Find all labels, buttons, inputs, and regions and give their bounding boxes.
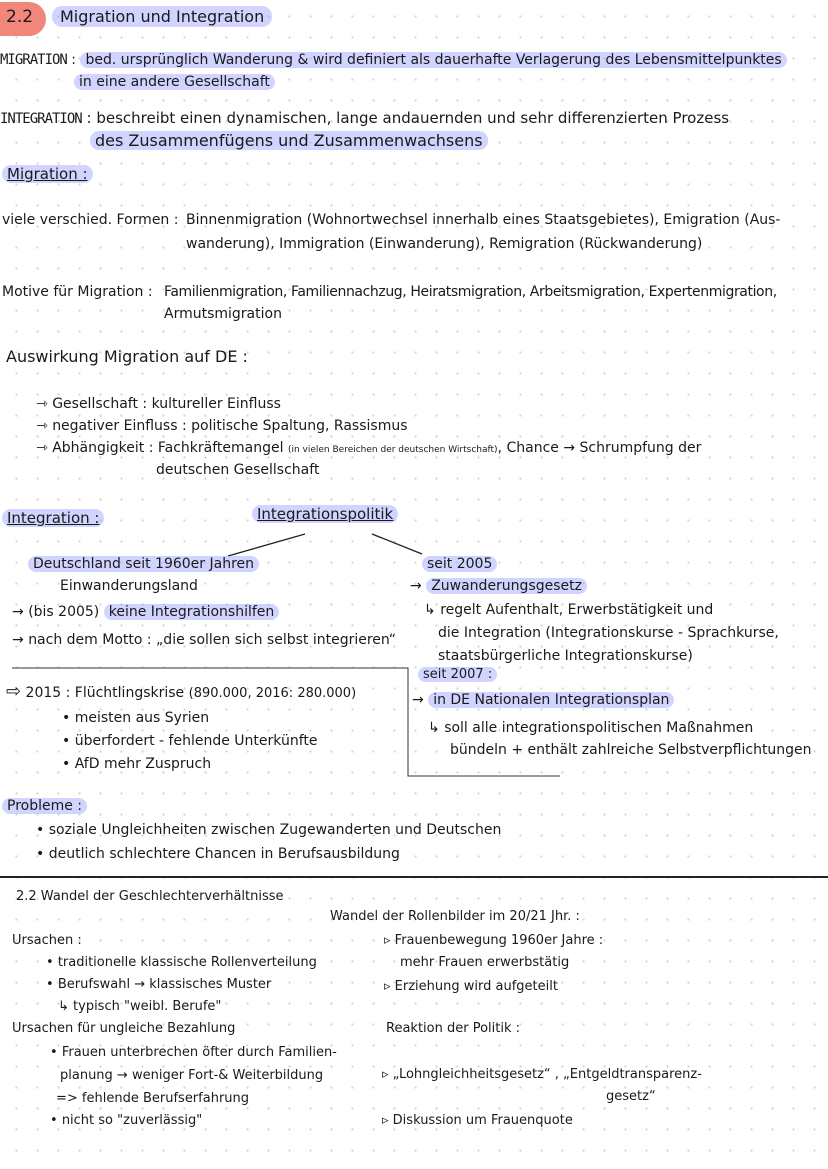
right-r5: in DE Nationalen Integrationsplan — [428, 692, 674, 708]
migration-def-line2: in eine andere Gesellschaft — [74, 74, 275, 90]
right-r6-row — [428, 720, 753, 736]
b2: => fehlende Berufserfahrung — [56, 1091, 250, 1106]
arrow-icon: → — [12, 632, 29, 648]
left-l3-row — [12, 604, 279, 620]
section-divider — [0, 876, 828, 878]
u2-row — [46, 978, 271, 993]
bullet-icon: • — [50, 1113, 62, 1128]
left-l3b: keine Integrationshilfen — [104, 604, 280, 620]
double-arrow-icon: ⇨ — [6, 681, 22, 702]
krise-b1: meisten aus Syrien — [74, 710, 210, 726]
politik-title: Integrationspolitik — [252, 505, 398, 523]
auswirkung-item2: negativer Einfluss : politische Spaltung, Rassismus — [52, 418, 408, 434]
left-l2: Einwanderungsland — [60, 578, 198, 594]
arrow-icon: ⇾ — [36, 440, 53, 456]
right-r5-row — [412, 692, 674, 708]
krise-label: 2015 : Flüchtlingskrise — [25, 685, 185, 701]
probleme-p2: deutlich schlechtere Chancen in Berufsausbildung — [48, 846, 400, 862]
integration-def-line1: beschreibt einen dynamischen, lange andauernden und sehr differenzierten Prozess — [96, 109, 730, 127]
politik-title-wrap — [252, 506, 398, 523]
left-l1-row — [28, 556, 259, 572]
formen-label: viele verschied. Formen : — [2, 212, 179, 228]
bullet-icon: • — [50, 1045, 62, 1060]
b1-row — [50, 1046, 337, 1061]
left-l4: nach dem Motto : „die sollen sich selbst integrieren“ — [28, 632, 397, 648]
probleme-heading: Probleme : — [2, 798, 87, 814]
triangle-icon: ▹ — [382, 1113, 393, 1128]
rollenbilder-heading: Wandel der Rollenbilder im 20/21 Jhr. : — [330, 909, 580, 924]
integration-term: INTEGRATION — [0, 111, 82, 127]
return-arrow-icon: ↳ — [428, 720, 445, 736]
ursachen-heading: Ursachen : — [12, 933, 82, 948]
integration-def-line2: des Zusammenfügens und Zusammenwachsens — [90, 131, 488, 150]
page-title: Migration und Integration — [52, 6, 272, 27]
right-r1-row — [410, 578, 587, 594]
auswirkung-item1: Gesellschaft : kultureller Einfluss — [52, 396, 281, 412]
auswirkung-item3-start: Abhängigkeit : Fachkräftemangel — [52, 440, 284, 456]
probleme-p1-row — [36, 822, 501, 838]
migration-heading-wrap — [2, 166, 93, 183]
migration-heading: Migration : — [2, 165, 93, 183]
section-number: 2.2 — [6, 7, 34, 27]
migration-def-line1: bed. ursprünglich Wanderung & wird definiert als dauerhafte Verlagerung des Lebensmittelpunktes — [80, 52, 786, 68]
right-r1: Zuwanderungsgesetz — [426, 578, 587, 594]
r1: „Lohngleichheitsgesetz“ , „Entgeldtransparenz- — [392, 1067, 702, 1082]
right-r7: bündeln + enthält zahlreiche Selbstverpflichtungen — [450, 742, 812, 758]
right-year1-row — [422, 556, 497, 572]
right-r3: die Integration (Integrationskurse - Sprachkurse, — [438, 625, 779, 641]
krise-b2-row — [62, 733, 317, 749]
migration-def-line2-wrap — [74, 74, 275, 90]
bullet-icon: • — [36, 822, 49, 838]
right-r2-row — [424, 602, 713, 618]
krise-b1-row — [62, 710, 209, 726]
krise-numbers: (890.000, 2016: 280.000) — [188, 686, 357, 701]
arrow-icon: → — [412, 692, 429, 708]
bullet-icon: • — [62, 733, 75, 749]
left-l1: Deutschland seit 1960er Jahren — [28, 556, 259, 572]
return-arrow-icon: ↳ — [58, 999, 74, 1014]
arrow-icon: → — [410, 578, 427, 594]
u1-row — [46, 956, 317, 971]
probleme-heading-wrap — [2, 798, 87, 814]
motive-line2: Armutsmigration — [164, 306, 282, 322]
auswirkung-heading: Auswirkung Migration auf DE : — [6, 347, 248, 366]
integration-definition: INTEGRATION : beschreibt einen dynamischen, lange andauernden und sehr differenzierten Prozess — [0, 109, 730, 127]
b3-row — [50, 1114, 202, 1129]
krise-b2: überfordert - fehlende Unterkünfte — [74, 733, 318, 749]
bullet-icon: • — [46, 977, 58, 992]
motive-label: Motive für Migration : — [2, 284, 153, 300]
auswirkung-item3-line2: deutschen Gesellschaft — [156, 462, 320, 478]
auswirkung-item1-row — [36, 396, 281, 412]
u2: Berufswahl → klassisches Muster — [57, 977, 272, 992]
arrow-icon: ⇾ — [36, 418, 53, 434]
r1-row — [382, 1068, 702, 1083]
triangle-icon: ▹ — [384, 933, 395, 948]
left-l4-row — [12, 632, 396, 648]
w1-row — [384, 934, 603, 949]
krise-b3: AfD mehr Zuspruch — [74, 756, 212, 772]
w3: Erziehung wird aufgeteilt — [394, 979, 558, 994]
right-year2: seit 2007 : — [418, 667, 497, 682]
b1-line2: planung → weniger Fort-& Weiterbildung — [60, 1068, 324, 1083]
auswirkung-item3-end: , Chance → Schrumpfung der — [497, 440, 702, 456]
section2-title: 2.2 Wandel der Geschlechterverhältnisse — [16, 889, 284, 904]
bullet-icon: • — [36, 846, 49, 862]
w2: mehr Frauen erwerbstätig — [400, 955, 570, 970]
arrow-icon: → — [12, 604, 29, 620]
krise-b3-row — [62, 756, 211, 772]
auswirkung-item2-row — [36, 418, 408, 434]
w1: Frauenbewegung 1960er Jahre : — [394, 933, 604, 948]
left-l3a: (bis 2005) — [28, 604, 100, 620]
integration-heading: Integration : — [2, 509, 104, 527]
right-year1: seit 2005 — [422, 556, 497, 572]
reaktion-heading: Reaktion der Politik : — [386, 1021, 521, 1036]
right-r4: staatsbürgerliche Integrationskurse) — [438, 648, 693, 664]
r2: Diskussion um Frauenquote — [392, 1113, 573, 1128]
b1-line1: Frauen unterbrechen öfter durch Familien- — [61, 1045, 337, 1060]
probleme-p1: soziale Ungleichheiten zwischen Zugewanderten und Deutschen — [48, 822, 502, 838]
auswirkung-item3-small: (in vielen Bereichen der deutschen Wirtschaft) — [287, 445, 498, 455]
migration-term: MIGRATION — [0, 52, 67, 68]
motive-line1: Familienmigration, Familiennachzug, Heiratsmigration, Arbeitsmigration, Expertenmigration, — [164, 284, 777, 300]
w3-row — [384, 980, 558, 995]
auswirkung-item3-row — [36, 440, 701, 456]
bezahlung-heading: Ursachen für ungleiche Bezahlung — [12, 1021, 236, 1036]
right-year2-row — [418, 668, 497, 683]
bullet-icon: • — [62, 710, 75, 726]
krise-row — [6, 682, 356, 703]
page-title-wrap — [52, 8, 272, 26]
b3: nicht so "zuverlässig" — [61, 1113, 203, 1128]
bullet-icon: • — [62, 756, 75, 772]
right-r2: regelt Aufenthalt, Erwerbstätigkeit und — [440, 602, 714, 618]
formen-line1: Binnenmigration (Wohnortwechsel innerhalb eines Staatsgebietes), Emigration (Aus- — [186, 212, 781, 228]
right-r6: soll alle integrationspolitischen Maßnahmen — [444, 720, 754, 736]
integration-def-line2-wrap — [90, 132, 488, 150]
migration-definition: MIGRATION : bed. ursprünglich Wanderung & wird definiert als dauerhafte Verlagerung des Lebensmittelpunktes — [0, 52, 787, 68]
bullet-icon: • — [46, 955, 58, 970]
r2-row — [382, 1114, 573, 1129]
u3: typisch "weibl. Berufe" — [73, 999, 222, 1014]
r1-line2: gesetz“ — [606, 1089, 656, 1104]
arrow-icon: ⇾ — [36, 396, 53, 412]
triangle-icon: ▹ — [382, 1067, 393, 1082]
probleme-p2-row — [36, 846, 400, 862]
u3-row — [58, 1000, 221, 1015]
integration-heading-wrap — [2, 510, 104, 527]
triangle-icon: ▹ — [384, 979, 395, 994]
u1: traditionelle klassische Rollenverteilung — [57, 955, 317, 970]
return-arrow-icon: ↳ — [424, 602, 441, 618]
formen-line2: wanderung), Immigration (Einwanderung), Remigration (Rückwanderung) — [186, 236, 703, 252]
